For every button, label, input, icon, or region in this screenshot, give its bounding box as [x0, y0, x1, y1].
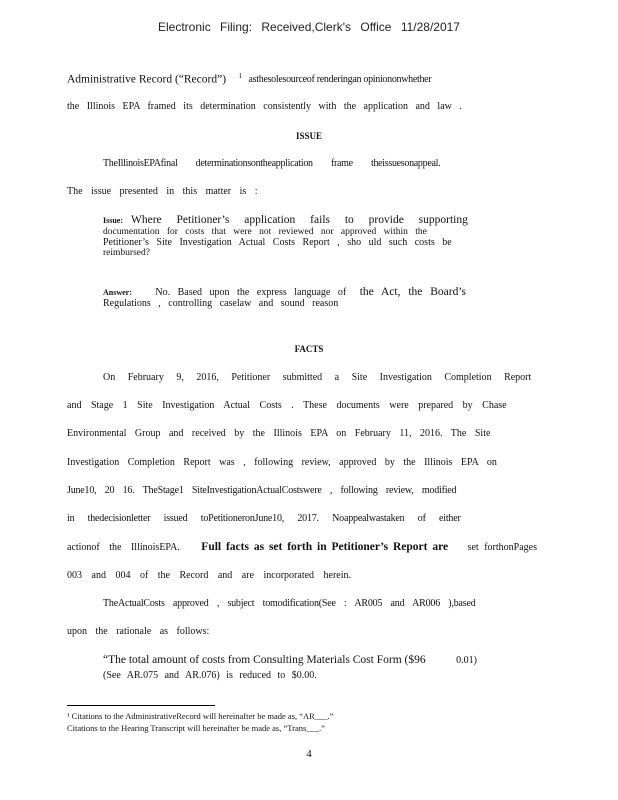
answer-line-1-emph: the Act, the Board’s: [359, 286, 467, 298]
issue-block: [103, 214, 499, 258]
facts-line-1: On February 9, 2016, Petitioner submitted a Site Investigation Completion Report: [103, 372, 532, 383]
answer-label: Answer:: [103, 288, 132, 297]
issue-line-3: Petitioner’s Site Investigation Actual Costs Report , sho uld such costs be: [103, 237, 452, 248]
issue-line-4: reimbursed?: [103, 248, 150, 258]
facts-line-7-end: set forthonPages: [467, 542, 537, 553]
quote-line-1-text: “The total amount of costs from Consulting Materials Cost Form ($96: [103, 654, 426, 666]
issue-para-line-1: TheIllinoisEPAfinal determinationsontheapplication frame theissuesonappeal.: [103, 158, 441, 169]
facts-heading: FACTS: [294, 344, 324, 354]
quote-line-1: [103, 654, 477, 666]
page-number: 4: [306, 748, 312, 760]
answer-block: [103, 286, 499, 309]
issue-line-2: documentation for costs that were not reviewed nor approved within the: [103, 227, 427, 237]
footnote-line-2: Citations to the Hearing Transcript will hereinafter be made as, “Trans___.”: [67, 723, 325, 733]
facts-line-4: Investigation Completion Report was , following review, approved by the Illinois EPA on: [67, 457, 497, 468]
facts-line-7: [67, 541, 537, 553]
facts-line-8: 003 and 004 of the Record and are incorporated herein.: [67, 570, 352, 581]
facts-line-7-emph: Full facts as set forth in Petitioner’s Report are: [201, 541, 449, 553]
intro-record-text: Administrative Record (“Record”): [67, 73, 227, 86]
costs-line-1: TheActualCosts approved , subject tomodification(See : AR005 and AR006 ),based: [103, 598, 476, 609]
footnote-marker: 1: [238, 72, 243, 80]
footnote-separator: [67, 705, 215, 706]
facts-line-3: Environmental Group and received by the Illinois EPA on February 11, 2016. The Site: [67, 428, 491, 439]
issue-line-1-text: Where Petitioner’s application fails to provide supporting: [131, 214, 468, 226]
answer-line-1-text: No. Based upon the express language of: [155, 287, 347, 298]
issue-heading: ISSUE: [295, 131, 322, 141]
facts-line-6: in thedecisionletter issued toPetitioneronJune10, 2017. Noappealwastaken of either: [67, 513, 461, 524]
filing-header: Electronic Filing: Received,Clerk's Office 11/28/2017: [158, 20, 460, 34]
issue-label: Issue:: [103, 216, 124, 225]
footnote-line-1: ¹ Citations to the AdministrativeRecord will hereinafter be made as, “AR___.”: [67, 711, 334, 721]
quote-line-1-end: 0.01): [456, 655, 477, 666]
answer-line-1: [103, 286, 499, 298]
intro-line-2: the Illinois EPA framed its determination consistently with the application and law .: [67, 101, 462, 112]
facts-line-5: June10, 20 16. TheStage1 SiteInvestigationActualCostswere , following review, modified: [67, 485, 457, 496]
facts-line-2: and Stage 1 Site Investigation Actual Costs . These documents were prepared by Chase: [67, 400, 507, 411]
answer-line-2: Regulations , controlling caselaw and sound reason: [103, 298, 339, 309]
facts-line-7-text: actionof the IllinoisEPA.: [67, 542, 180, 553]
quote-line-2: (See AR.075 and AR.076) is reduced to $0.00.: [103, 670, 317, 681]
intro-line-1-rest: asthesolesourceof renderingan opiniononwhether: [248, 74, 432, 86]
intro-line-1: [67, 72, 431, 85]
costs-line-2: upon the rationale as follows:: [67, 626, 210, 637]
issue-line-1: [103, 214, 499, 226]
issue-para-line-2: The issue presented in this matter is :: [67, 186, 258, 197]
